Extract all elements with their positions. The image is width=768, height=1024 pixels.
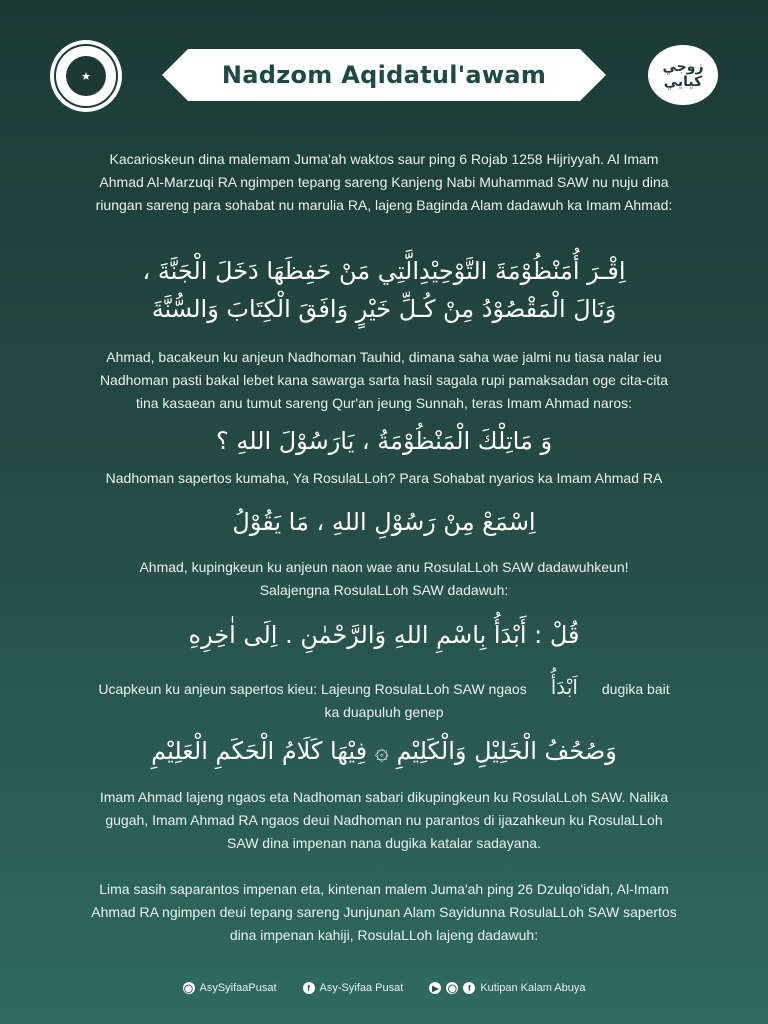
- logo-right-emblem: [648, 45, 718, 105]
- arabic-verse-2: وَ مَاتِلْكَ الْمَنْظُوْمَةُ ، يَارَسُوْلَ اللهِ ؟: [215, 427, 553, 455]
- arabic-verse-5: وَصُحُفُ الْخَلِيْلِ وَالْكَلِيْمِ ۞ فِيْهَا كَلَامُ الْحَكَمِ الْعَلِيْمِ: [151, 737, 617, 765]
- arabic-verse-1-line-1: اِقْـرَ أُمَنْظُوْمَةَ التَّوْحِيْدِالَّتِي مَنْ حَفِظَهَا دَخَلَ الْجَنَّةَ ،: [142, 257, 626, 285]
- footer-instagram-label: AsySyifaaPusat: [199, 982, 277, 994]
- footer: [0, 982, 768, 994]
- paragraph-5: [90, 676, 678, 724]
- instagram-icon: ◯: [184, 983, 193, 993]
- footer-facebook-label: Asy-Syifaa Pusat: [319, 982, 404, 994]
- paragraph-5-before: Ucapkeun ku anjeun sapertos kieu: Lajeung RosulaLLoh SAW ngaos: [98, 681, 527, 697]
- paragraph-4-line-2: Salajengna RosulaLLoh SAW dadawuh:: [259, 582, 509, 598]
- paragraph-6: Imam Ahmad lajeng ngaos eta Nadhoman sabari dikupingkeun ku RosulaLLoh SAW. Nalika gugah, Imam Ahmad RA ngaos deui Nadhoman nu parantos di ijazahkeun ku RosulaLLoh SAW dina impenan nana dugika katalar sadayana.: [99, 789, 669, 851]
- page-title: Nadzom Aqidatul'awam: [221, 61, 547, 89]
- footer-instagram[interactable]: [183, 982, 277, 994]
- arabic-verse-4: قُلْ : أَبْدَأُ بِاسْمِ اللهِ وَالرَّحْمٰنِ . اِلَى اٰخِرِهِ: [188, 621, 580, 649]
- emblem-ring: [54, 44, 118, 108]
- footer-kutipan-label: Kutipan Kalam Abuya: [480, 982, 586, 994]
- facebook-icon: f: [463, 982, 475, 994]
- paragraph-4-line-1: Ahmad, kupingkeun ku anjeun naon wae anu RosulaLLoh SAW dadawuhkeun!: [139, 559, 629, 575]
- arabic-verse-3: اِسْمَعْ مِنْ رَسُوْلِ اللهِ ، مَا يَقُوْلُ: [232, 508, 536, 536]
- emblem-center-icon: ★: [66, 56, 106, 96]
- paragraph-5-after: dugika bait ka duapuluh genep: [324, 681, 670, 720]
- paragraph-3: Nadhoman sapertos kumaha, Ya RosulaLLoh? Para Sohabat nyarios ka Imam Ahmad RA: [105, 470, 663, 486]
- instagram-icon: ◯: [447, 983, 457, 993]
- logo-left-emblem: [50, 40, 122, 112]
- paragraph-1: Kacarioskeun dina malemam Juma'ah waktos saur ping 6 Rojab 1258 Hijriyyah. Al Imam Ahmad Al-Marzuqi RA ngimpen tepang sareng Kanjeng Nabi Muhammad SAW nu nuju dina riungan sareng para sohabat nu marulia RA, lajeng Baginda Alam dadawuh ka Imam Ahmad:: [95, 151, 673, 213]
- paragraph-7: Lima sasih saparantos impenan eta, kintenan malem Juma'ah ping 26 Dzulqo'idah, Al-Imam Ahmad RA ngimpen deui tepang sareng Junjunan Alam Sayidunna RosulaLLoh SAW sapertos dina impenan kahiji, RosulaLLoh lajeng dadawuh:: [91, 881, 677, 943]
- facebook-icon: f: [303, 982, 315, 994]
- logo-right-text: زوجي كيايي: [662, 59, 704, 90]
- title-banner: [160, 47, 608, 103]
- arabic-verse-1-line-2: وَنَالَ الْمَقْصُوْدُ مِنْ كُـلِّ خَيْرٍ وَافَقَ الْكِتَابَ وَالسُّنَّةَ: [151, 295, 617, 323]
- paragraph-5-arabic-word: اَبْدَأُ: [550, 675, 578, 699]
- youtube-icon: ▶: [429, 982, 441, 994]
- paragraph-2: Ahmad, bacakeun ku anjeun Nadhoman Tauhid, dimana saha wae jalmi nu tiasa nalar ieu Nadhoman pasti bakal lebet kana sawarga sarta hasil sagala rupi pamaksadan oge cita-cita tina kasaean anu tumut sareng Qur'an jeung Sunnah, teras Imam Ahmad naros:: [99, 349, 669, 411]
- footer-facebook[interactable]: [303, 982, 404, 994]
- footer-social-kutipan[interactable]: [429, 982, 585, 994]
